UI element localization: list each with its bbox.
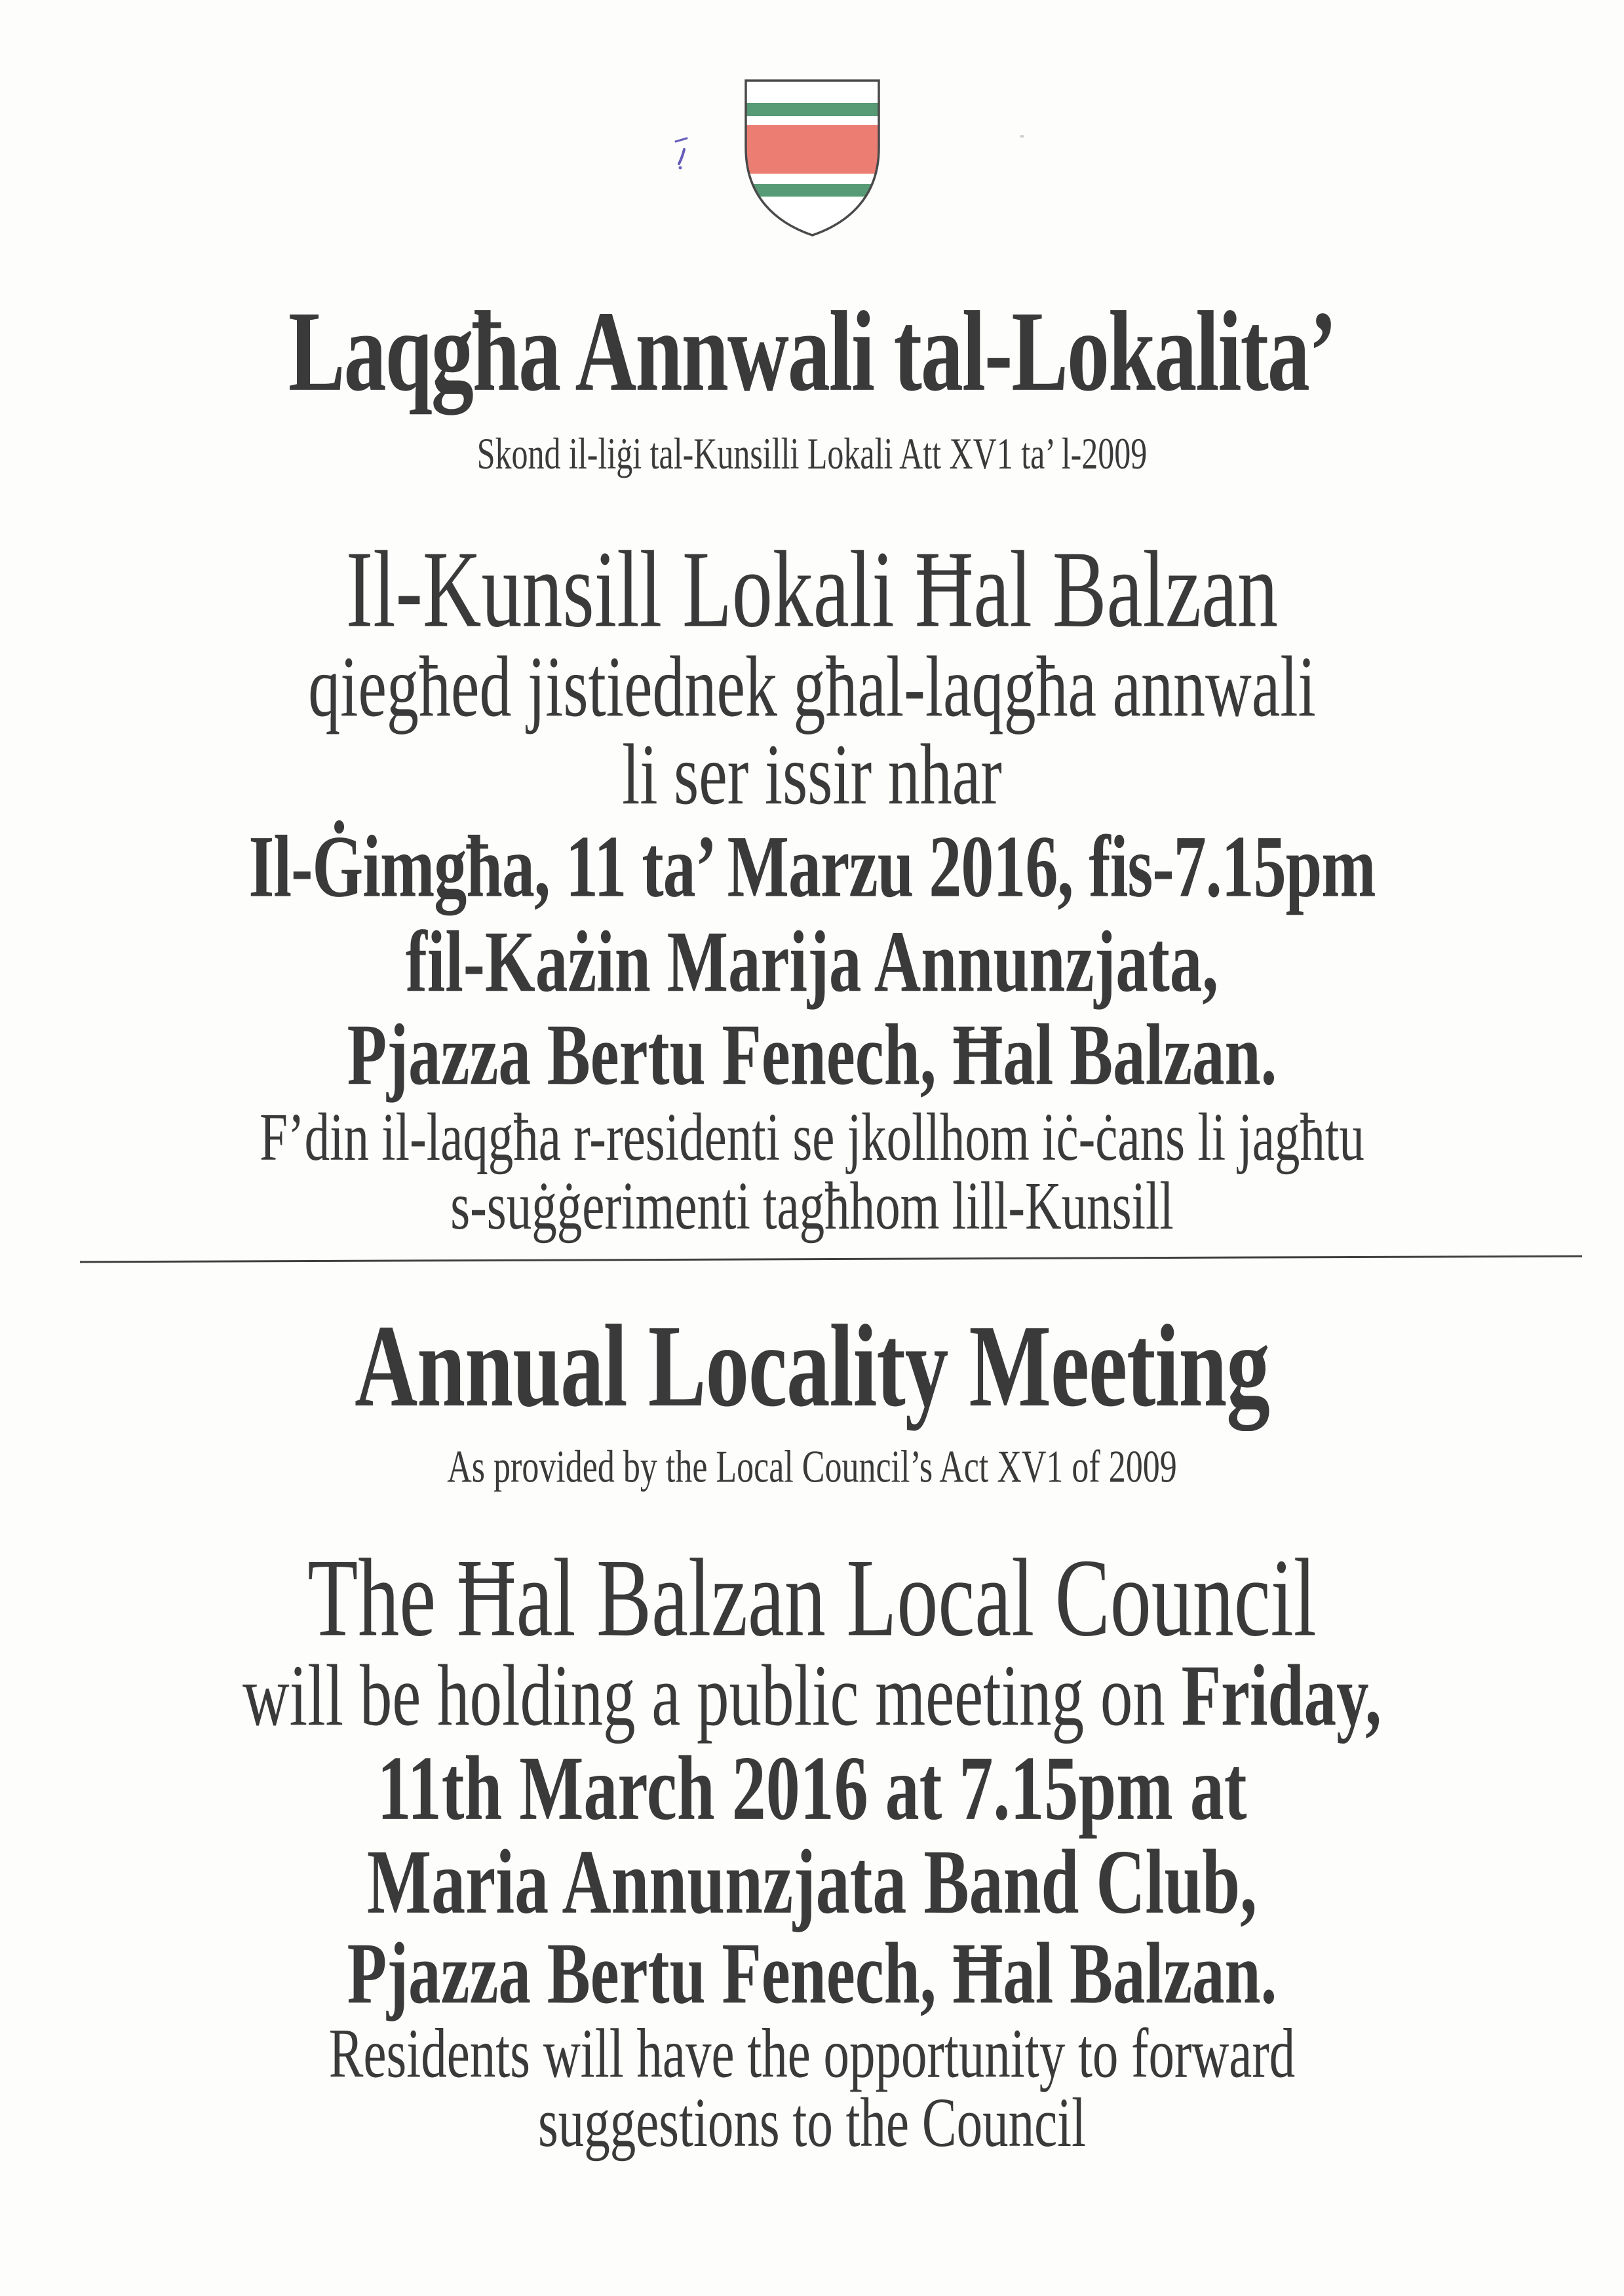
- english-line-suggestions: suggestions to the Council: [537, 2084, 1087, 2162]
- english-line-council: The Ħal Balzan Local Council: [307, 1537, 1317, 1660]
- maltese-title: Laqgħa Annwali tal-Lokalita’: [288, 288, 1336, 416]
- maltese-line-venue: fil-Każin Marija Annunzjata,: [405, 913, 1219, 1010]
- pen-dash: [676, 138, 687, 142]
- maltese-line-date-time: Il-Ġimgħa, 11 ta’ Marzu 2016, fis-7.15pm: [248, 817, 1376, 916]
- english-line-meeting-day: Friday,: [1181, 1647, 1382, 1744]
- english-title: Annual Locality Meeting: [355, 1300, 1269, 1431]
- balzan-crest-icon: [742, 77, 883, 239]
- section-divider: [80, 1255, 1582, 1263]
- english-line-meeting-regular: will be holding a public meeting on: [242, 1647, 1182, 1744]
- pen-mark-artifact: [659, 131, 698, 177]
- crest-red-band: [742, 125, 883, 174]
- maltese-line-invitation: qiegħed jistiednek għal-laqgħa annwali: [308, 640, 1316, 735]
- pen-dot: [679, 166, 682, 170]
- maltese-subtitle: Skond il-liġi tal-Kunsilli Lokali Att XV1 ta’ l-2009: [476, 429, 1148, 478]
- maltese-line-suggestions: s-suġġerimenti tagħhom lill-Kunsill: [450, 1167, 1174, 1244]
- maltese-line-residents: F’din il-laqgħa r-residenti se jkollhom iċ-ċans li jagħtu: [260, 1098, 1364, 1176]
- english-subtitle: As provided by the Local Council’s Act XV1 of 2009: [447, 1442, 1177, 1493]
- maltese-line-held-on: li ser issir nhar: [622, 727, 1002, 823]
- english-line-address: Pjazza Bertu Fenech, Ħal Balzan.: [347, 1925, 1277, 2022]
- crest-green-band-bottom: [742, 184, 883, 197]
- english-line-date-time: 11th March 2016 at 7.15pm at: [377, 1737, 1247, 1839]
- pen-stroke: [679, 149, 684, 164]
- crest-green-band-top: [742, 103, 883, 116]
- scan-speck-artifact: [1020, 135, 1024, 138]
- english-line-venue: Maria Annunzjata Band Club,: [366, 1831, 1258, 1933]
- english-line-residents: Residents will have the opportunity to forward: [328, 2016, 1296, 2094]
- crest-container: [0, 0, 1624, 239]
- maltese-line-address: Pjazza Bertu Fenech, Ħal Balzan.: [347, 1006, 1277, 1103]
- maltese-line-council: Il-Kunsill Lokali Ħal Balzan: [345, 528, 1279, 650]
